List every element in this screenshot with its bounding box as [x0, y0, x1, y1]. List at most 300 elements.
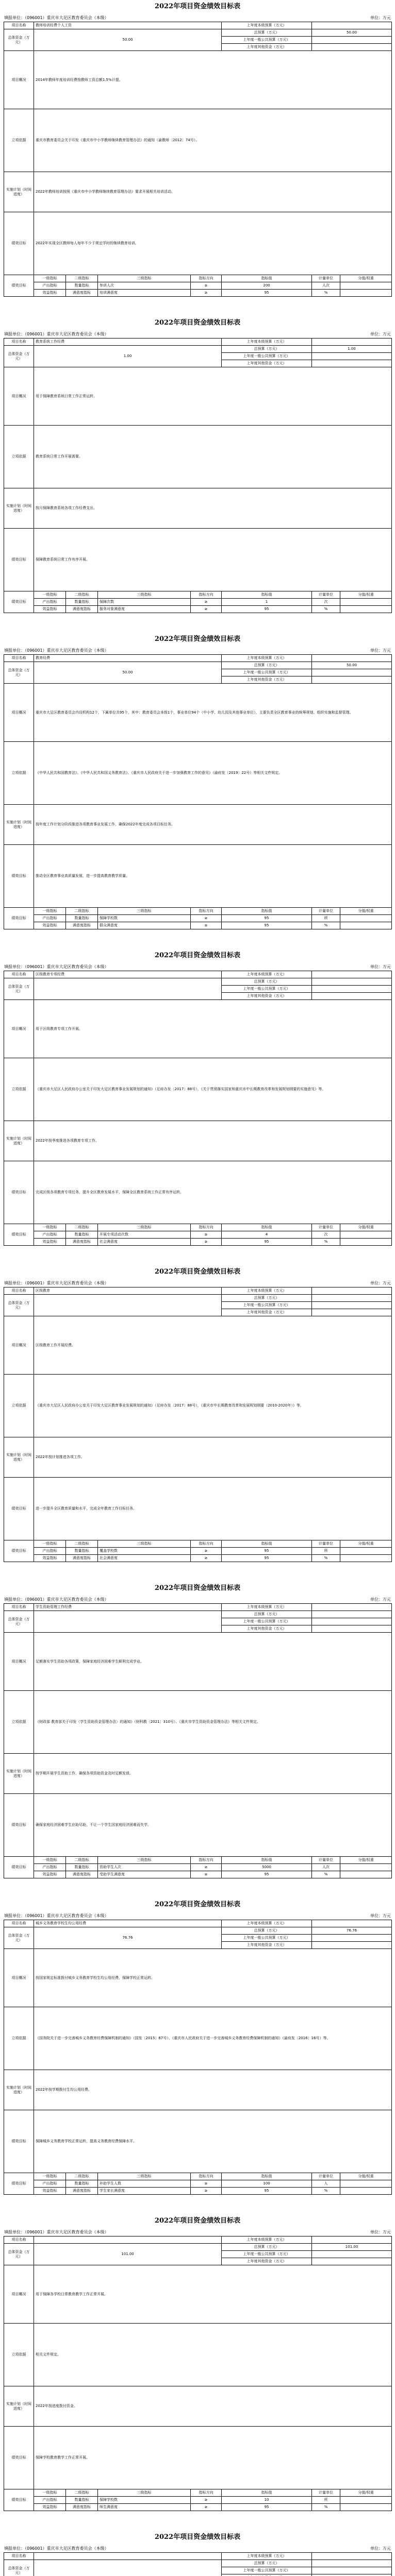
project-overview: 重庆市大足区教育委员会内设机构12个，下属单位共95个，其中：教育委员会本级1个，事业单位94个（中小学、幼儿园及其他事业单位），主要负责全区教育事业的统筹规划、组织实施和监督管理。 [34, 684, 392, 742]
reporting-unit: 填报单位：（096001）重庆市大足区教育委员会（本级） [4, 1913, 109, 1918]
row-label: 上年度本级预算（万元） [222, 971, 312, 978]
total-budget-value: 50.00 [312, 662, 392, 669]
indicator-level2: 满意度指标 [66, 922, 98, 929]
current-budget-value [312, 1287, 392, 1295]
prior-fiscal-value [312, 669, 392, 676]
performance-form [4, 316, 391, 633]
unit-label: 单位：万元 [370, 1280, 391, 1285]
row-label: 上年度一般公共预算（万元） [222, 669, 312, 676]
indicator-value: 1 [222, 599, 312, 606]
form-table [4, 22, 392, 297]
performance-form [4, 2214, 391, 2531]
indicator-operator: ≥ [191, 599, 222, 606]
project-name: 学生资助管理工作经费 [34, 1604, 222, 1611]
form-meta [4, 646, 391, 654]
indicator-weight [340, 2180, 392, 2188]
indicator-unit: 人 [312, 2180, 340, 2188]
indicator-level1: 效益指标 [34, 606, 66, 613]
indicator-unit: 次 [312, 599, 340, 606]
indicator-level1: 效益指标 [34, 1871, 66, 1878]
total-budget-value [312, 978, 392, 986]
row-label: 指标方向 [191, 591, 222, 599]
row-label: 二级指标 [66, 2489, 98, 2497]
indicator-weight [340, 2504, 392, 2511]
indicator-operator: ≥ [191, 2504, 222, 2511]
project-name: 教育经费 [34, 655, 222, 662]
prior-other-value [312, 360, 392, 367]
performance-goals: 保障学校教育教学工作正常开展。 [34, 2427, 392, 2489]
indicator-level2: 满意度指标 [66, 1555, 98, 1562]
row-label: 计量单位 [312, 1857, 340, 1864]
row-label: 指标方向 [191, 2173, 222, 2180]
unit-label: 单位：万元 [370, 964, 391, 969]
row-label: 二级指标 [66, 1540, 98, 1548]
row-label: 绩效目标 [4, 2110, 34, 2173]
indicator-value: 95 [222, 915, 312, 922]
current-budget-value [312, 338, 392, 346]
row-label: 上年度本级预算（万元） [222, 338, 312, 346]
indicator-value: 95 [222, 1548, 312, 1555]
row-label: 项目概况 [4, 367, 34, 426]
row-label: 二级指标 [66, 591, 98, 599]
indicator-section-label: 绩效目标 [4, 2489, 34, 2511]
row-label: 上年度一般公共预算（万元） [222, 1302, 312, 1309]
row-label: 二级指标 [66, 908, 98, 915]
performance-form [4, 1582, 391, 1898]
form-meta [4, 330, 391, 338]
row-label: 分值/权重 [340, 2173, 392, 2180]
row-label: 一级指标 [34, 591, 66, 599]
row-label: 上年度一般公共预算（万元） [222, 2567, 312, 2574]
indicator-level2: 满意度指标 [66, 606, 98, 613]
form-table [4, 1603, 392, 1878]
row-label: 一级指标 [34, 1540, 66, 1548]
implementation-plan: 按年度工作计划分阶段推进各项教育事业发展工作，确保2022年度完成各项目标任务。 [34, 805, 392, 845]
prior-other-value [312, 44, 392, 51]
indicator-operator: ≥ [191, 2180, 222, 2188]
performance-goals: 确保家庭经济困难学生应助尽助，不让一个学生因家庭经济困难而失学。 [34, 1794, 392, 1857]
row-label [222, 2574, 312, 2576]
prior-fiscal-value [312, 2251, 392, 2258]
reporting-unit: 填报单位：（096001）重庆市大足区教育委员会（本级） [4, 648, 109, 653]
form-title: 2022年项目资金绩效目标表 [154, 2533, 241, 2541]
current-budget-value [312, 2236, 392, 2244]
row-label: 项目名称 [4, 971, 34, 978]
indicator-unit: 人次 [312, 282, 340, 290]
indicator-level1: 效益指标 [34, 290, 66, 297]
row-label: 指标值 [222, 1224, 312, 1231]
indicator-level1: 产出指标 [34, 2497, 66, 2504]
total-budget-value: 76.76 [312, 1927, 392, 1935]
form-title: 2022年项目资金绩效目标表 [154, 3, 241, 10]
row-label: 上年度其他资金（万元） [222, 44, 312, 51]
indicator-level1: 产出指标 [34, 2180, 66, 2188]
row-label: 三级指标 [98, 908, 191, 915]
form-meta [4, 1595, 391, 1603]
row-label: 上年度本级预算（万元） [222, 22, 312, 29]
indicator-level2: 满意度指标 [66, 2504, 98, 2511]
indicator-level3: 参训人次 [98, 282, 191, 290]
indicator-weight [340, 1548, 392, 1555]
form-title: 2022年项目资金绩效目标表 [154, 952, 241, 959]
row-label: 分值/权重 [340, 1540, 392, 1548]
unit-label: 单位：万元 [370, 2229, 391, 2234]
row-label: 三级指标 [98, 2173, 191, 2180]
row-label: 上年度本级预算（万元） [222, 655, 312, 662]
prior-fiscal-value [312, 353, 392, 360]
total-budget-value: 50.00 [312, 29, 392, 37]
unit-label: 单位：万元 [370, 2546, 391, 2551]
row-label: 总体资金（万元） [4, 662, 34, 684]
row-label: 一级指标 [34, 1224, 66, 1231]
indicator-level1: 效益指标 [34, 922, 66, 929]
row-label: 总预算（万元） [222, 29, 312, 37]
row-label: 总预算（万元） [222, 1927, 312, 1935]
unit-label: 单位：万元 [370, 15, 391, 20]
indicator-level3: 资助学生人次 [98, 1864, 191, 1871]
row-label: 三级指标 [98, 275, 191, 282]
row-label: 实施计划（时间进度） [4, 2386, 34, 2427]
performance-form [4, 1898, 391, 2214]
indicator-section-label: 绩效目标 [4, 2173, 34, 2195]
row-label: 上年度本级预算（万元） [222, 1287, 312, 1295]
row-label: 项目概况 [4, 1949, 34, 2007]
indicator-level1: 产出指标 [34, 1548, 66, 1555]
indicator-unit: % [312, 2188, 340, 2195]
indicator-level2: 数量指标 [66, 1864, 98, 1871]
row-label: 三级指标 [98, 2489, 191, 2497]
performance-goals: 完成区级各项教育专项任务，提升全区教育发展水平，保障全区教育系统工作正常有序运转。 [34, 1161, 392, 1224]
indicator-weight [340, 1555, 392, 1562]
indicator-weight [340, 2188, 392, 2195]
row-label: 上年度一般公共预算（万元） [222, 986, 312, 993]
row-label: 三级指标 [98, 1857, 191, 1864]
performance-form [4, 2531, 391, 2576]
form-title: 2022年项目资金绩效目标表 [154, 1268, 241, 1276]
indicator-operator: ≥ [191, 1555, 222, 1562]
form-table [4, 1287, 392, 1562]
total-budget-value [312, 1295, 392, 1302]
row-label: 一级指标 [34, 908, 66, 915]
indicator-value: 95 [222, 1871, 312, 1878]
row-label: 总体资金（万元） [4, 978, 34, 1000]
row-label: 项目名称 [4, 2553, 34, 2560]
form-title: 2022年项目资金绩效目标表 [154, 1584, 241, 1592]
form-title: 2022年项目资金绩效目标表 [154, 2217, 241, 2225]
row-label: 立项依据 [4, 109, 34, 172]
indicator-level2: 数量指标 [66, 1231, 98, 1239]
indicator-level3: 受助学生满意度 [98, 1871, 191, 1878]
project-basis: 重庆市教育委员会关于印发《重庆市中小学教师继续教育管理办法》的通知（渝教师〔2012〕74号）。 [34, 109, 392, 172]
total-budget-value: 1.00 [312, 346, 392, 353]
indicator-level3: 保障学校数 [98, 2497, 191, 2504]
total-budget-value [312, 2560, 392, 2567]
implementation-plan: 2022年按进度拨付资金。 [34, 2386, 392, 2427]
row-label: 上年度其他资金（万元） [222, 1942, 312, 1949]
row-label: 总体资金（万元） [4, 1295, 34, 1316]
amount-value: 1.00 [34, 346, 222, 367]
implementation-plan: 按学期开展学生资助工作，确保各项资助资金及时足额发放。 [34, 1754, 392, 1794]
unit-label: 单位：万元 [370, 1597, 391, 1602]
indicator-level3: 社会满意度 [98, 1555, 191, 1562]
row-label: 计量单位 [312, 1224, 340, 1231]
row-label: 分值/权重 [340, 1224, 392, 1231]
row-label: 总预算（万元） [222, 2244, 312, 2251]
indicator-value: 95 [222, 2188, 312, 2195]
amount-value [34, 978, 222, 1000]
performance-form [4, 949, 391, 1265]
row-label: 分值/权重 [340, 1857, 392, 1864]
performance-goals: 进一步提升全区教育质量和水平，完成全年教育工作目标任务。 [34, 1478, 392, 1540]
row-label: 实施计划（时间进度） [4, 805, 34, 845]
row-label: 上年度本级预算（万元） [222, 2236, 312, 2244]
indicator-level1: 效益指标 [34, 2504, 66, 2511]
total-budget-value [312, 1611, 392, 1618]
prior-other-value [312, 993, 392, 1000]
indicator-level2: 数量指标 [66, 599, 98, 606]
performance-goals: 推动全区教育事业高质量发展，进一步提高教育教学质量。 [34, 845, 392, 908]
row-label: 分值/权重 [340, 275, 392, 282]
indicator-level2: 数量指标 [66, 2180, 98, 2188]
project-basis: 《重庆市大足区人民政府办公室关于印发大足区教育事业发展规划的通知》（足府办发〔2017〕88号），《关于贯彻落实国家和重庆市中长期教育改革和发展规划纲要的实施意见》等。 [34, 1058, 392, 1121]
current-budget-value [312, 971, 392, 978]
indicator-operator: ≥ [191, 1239, 222, 1246]
indicator-value: 200 [222, 282, 312, 290]
form-meta [4, 1279, 391, 1287]
indicator-value: 4 [222, 1231, 312, 1239]
indicator-level3: 师生满意度 [98, 2504, 191, 2511]
performance-form [4, 0, 391, 316]
reporting-unit: 填报单位：（096001）重庆市大足区教育委员会（本级） [4, 964, 109, 969]
indicator-level2: 满意度指标 [66, 1871, 98, 1878]
indicator-unit: 次 [312, 1231, 340, 1239]
indicator-unit: % [312, 2504, 340, 2511]
prior-other-value [312, 1309, 392, 1316]
row-label: 绩效目标 [4, 212, 34, 275]
current-budget-value [312, 1920, 392, 1927]
amount-value [34, 1611, 222, 1633]
project-name: 区级教育专项经费 [34, 971, 222, 978]
indicator-value: 95 [222, 1555, 312, 1562]
performance-form [4, 1265, 391, 1582]
form-meta [4, 2544, 391, 2552]
reporting-unit: 填报单位：（096001）重庆市大足区教育委员会（本级） [4, 2229, 109, 2234]
prior-other-value [312, 2574, 392, 2576]
row-label: 指标方向 [191, 2489, 222, 2497]
form-meta [4, 13, 391, 22]
implementation-plan: 2022年按季度推进各项教育专项工作。 [34, 1121, 392, 1161]
amount-value: 50.00 [34, 662, 222, 684]
row-label: 实施计划（时间进度） [4, 1754, 34, 1794]
form-table [4, 1920, 392, 2195]
row-label: 二级指标 [66, 2173, 98, 2180]
indicator-level3: 社会满意度 [98, 1239, 191, 1246]
indicator-level1: 效益指标 [34, 1555, 66, 1562]
row-label: 立项依据 [4, 1058, 34, 1121]
indicator-weight [340, 1231, 392, 1239]
indicator-level1: 产出指标 [34, 599, 66, 606]
row-label: 实施计划（时间进度） [4, 488, 34, 529]
project-overview: 按国家规定标准拨付城乡义务教育学校生均公用经费，保障学校正常运转。 [34, 1949, 392, 2007]
row-label: 总预算（万元） [222, 662, 312, 669]
row-label: 二级指标 [66, 1857, 98, 1864]
indicator-operator: ≥ [191, 2188, 222, 2195]
current-budget-value [312, 22, 392, 29]
row-label: 上年度一般公共预算（万元） [222, 1935, 312, 1942]
project-overview: 2014年教师年度培训经费按教师工资总额1.5%计提。 [34, 51, 392, 109]
row-label: 指标值 [222, 2173, 312, 2180]
indicator-weight [340, 1239, 392, 1246]
project-basis: 《国务院关于进一步完善城乡义务教育经费保障机制的通知》（国发〔2015〕67号）、《重庆市人民政府关于进一步完善城乡义务教育经费保障机制的通知》（渝府发〔2016〕16号）等。 [34, 2007, 392, 2070]
form-title: 2022年项目资金绩效目标表 [154, 635, 241, 643]
indicator-unit: % [312, 1871, 340, 1878]
project-overview: 足额落实学生资助各项政策，保障家庭经济困难学生顺利完成学业。 [34, 1633, 392, 1691]
row-label: 指标方向 [191, 1540, 222, 1548]
project-name: 教师培训经费个人工资 [34, 22, 222, 29]
current-budget-value [312, 655, 392, 662]
indicator-section-label: 绩效目标 [4, 908, 34, 929]
project-basis: 相关文件规定。 [34, 2324, 392, 2386]
prior-fiscal-value [312, 37, 392, 44]
row-label: 上年度其他资金（万元） [222, 993, 312, 1000]
total-budget-value: 101.00 [312, 2244, 392, 2251]
form-table [4, 2236, 392, 2511]
row-label: 立项依据 [4, 1375, 34, 1437]
performance-form [4, 633, 391, 949]
row-label: 指标方向 [191, 275, 222, 282]
implementation-plan: 2022年按计划推进各项工作。 [34, 1437, 392, 1478]
row-label: 总预算（万元） [222, 978, 312, 986]
performance-goals: 保障教育系统日常工作有序开展。 [34, 529, 392, 591]
indicator-level2: 满意度指标 [66, 290, 98, 297]
indicator-level3: 培训满意度 [98, 290, 191, 297]
row-label: 总预算（万元） [222, 1295, 312, 1302]
row-label: 立项依据 [4, 1691, 34, 1754]
indicator-unit: 人次 [312, 1864, 340, 1871]
indicator-unit: % [312, 606, 340, 613]
row-label: 分值/权重 [340, 2489, 392, 2497]
indicator-weight [340, 282, 392, 290]
indicator-operator: ≥ [191, 1548, 222, 1555]
row-label: 上年度其他资金（万元） [222, 2258, 312, 2265]
indicator-operator: ≥ [191, 915, 222, 922]
row-label: 项目概况 [4, 1316, 34, 1375]
indicator-weight [340, 922, 392, 929]
row-label: 计量单位 [312, 2489, 340, 2497]
row-label: 项目概况 [4, 1000, 34, 1058]
prior-fiscal-value [312, 1618, 392, 1625]
row-label: 项目名称 [4, 1287, 34, 1295]
indicator-level3: 学生家长满意度 [98, 2188, 191, 2195]
row-label: 三级指标 [98, 1540, 191, 1548]
indicator-value: 95 [222, 290, 312, 297]
project-name: 城乡义务教育学校生均公用经费 [34, 1920, 222, 1927]
row-label: 一级指标 [34, 1857, 66, 1864]
indicator-value: 95 [222, 922, 312, 929]
form-table [4, 338, 392, 613]
indicator-unit: % [312, 290, 340, 297]
indicator-weight [340, 1871, 392, 1878]
indicator-value: 5000 [222, 1864, 312, 1871]
amount-value: 50.00 [34, 29, 222, 51]
project-name [34, 2553, 222, 2560]
reporting-unit: 填报单位：（096001）重庆市大足区教育委员会（本级） [4, 2546, 109, 2551]
row-label: 指标值 [222, 908, 312, 915]
row-label: 总体资金（万元） [4, 346, 34, 367]
row-label: 总预算（万元） [222, 2560, 312, 2567]
project-name: 教育系统工作经费 [34, 338, 222, 346]
current-budget-value [312, 1604, 392, 1611]
reporting-unit: 填报单位：（096001）重庆市大足区教育委员会（本级） [4, 1280, 109, 1285]
indicator-weight [340, 915, 392, 922]
indicator-level3: 开展专项活动次数 [98, 1231, 191, 1239]
unit-label: 单位：万元 [370, 331, 391, 336]
row-label: 计量单位 [312, 908, 340, 915]
row-label: 项目概况 [4, 2265, 34, 2324]
project-basis: 《中华人民共和国教育法》、《中华人民共和国义务教育法》、《重庆市人民政府关于进一步加强教育工作的意见》（渝府发〔2019〕22号）等相关文件规定。 [34, 742, 392, 805]
row-label: 实施计划（时间进度） [4, 1437, 34, 1478]
indicator-level3: 群众满意度 [98, 922, 191, 929]
row-label: 总体资金（万元） [4, 1927, 34, 1949]
prior-fiscal-value [312, 2567, 392, 2574]
reporting-unit: 填报单位：（096001）重庆市大足区教育委员会（本级） [4, 1597, 109, 1602]
indicator-level1: 产出指标 [34, 1231, 66, 1239]
indicator-operator: ≥ [191, 922, 222, 929]
row-label: 上年度其他资金（万元） [222, 360, 312, 367]
row-label: 指标方向 [191, 1857, 222, 1864]
row-label: 三级指标 [98, 1224, 191, 1231]
row-label: 绩效目标 [4, 1161, 34, 1224]
project-name [34, 2236, 222, 2244]
row-label: 上年度其他资金（万元） [222, 676, 312, 684]
prior-fiscal-value [312, 1935, 392, 1942]
row-label: 分值/权重 [340, 908, 392, 915]
indicator-value: 95 [222, 1239, 312, 1246]
indicator-section-label: 绩效目标 [4, 1857, 34, 1878]
unit-label: 单位：万元 [370, 648, 391, 653]
indicator-weight [340, 2497, 392, 2504]
row-label: 计量单位 [312, 2173, 340, 2180]
row-label: 分值/权重 [340, 591, 392, 599]
row-label: 实施计划（时间进度） [4, 1121, 34, 1161]
indicator-level2: 满意度指标 [66, 2188, 98, 2195]
indicator-level2: 数量指标 [66, 1548, 98, 1555]
amount-value [34, 1295, 222, 1316]
indicator-level3: 补助学生人数 [98, 2180, 191, 2188]
row-label: 项目概况 [4, 1633, 34, 1691]
row-label: 项目名称 [4, 22, 34, 29]
project-overview: 用于区级教育专项工作开展。 [34, 1000, 392, 1058]
indicator-operator: ≥ [191, 282, 222, 290]
row-label: 项目名称 [4, 2236, 34, 2244]
indicator-level1: 效益指标 [34, 2188, 66, 2195]
indicator-level3: 覆盖学校数 [98, 1548, 191, 1555]
row-label: 一级指标 [34, 2173, 66, 2180]
implementation-plan: 2022年教师培训按照《重庆市中小学教师继续教育管理办法》要求开展相关培训活动。 [34, 172, 392, 212]
row-label: 绩效目标 [4, 2427, 34, 2489]
row-label: 绩效目标 [4, 529, 34, 591]
row-label: 指标方向 [191, 908, 222, 915]
indicator-unit: 所 [312, 2497, 340, 2504]
row-label: 上年度本级预算（万元） [222, 2553, 312, 2560]
form-table [4, 2552, 392, 2576]
prior-fiscal-value [312, 1302, 392, 1309]
row-label: 上年度一般公共预算（万元） [222, 2251, 312, 2258]
indicator-section-label: 绩效目标 [4, 275, 34, 297]
unit-label: 单位：万元 [370, 1913, 391, 1918]
indicator-operator: ≥ [191, 290, 222, 297]
row-label: 指标值 [222, 1857, 312, 1864]
